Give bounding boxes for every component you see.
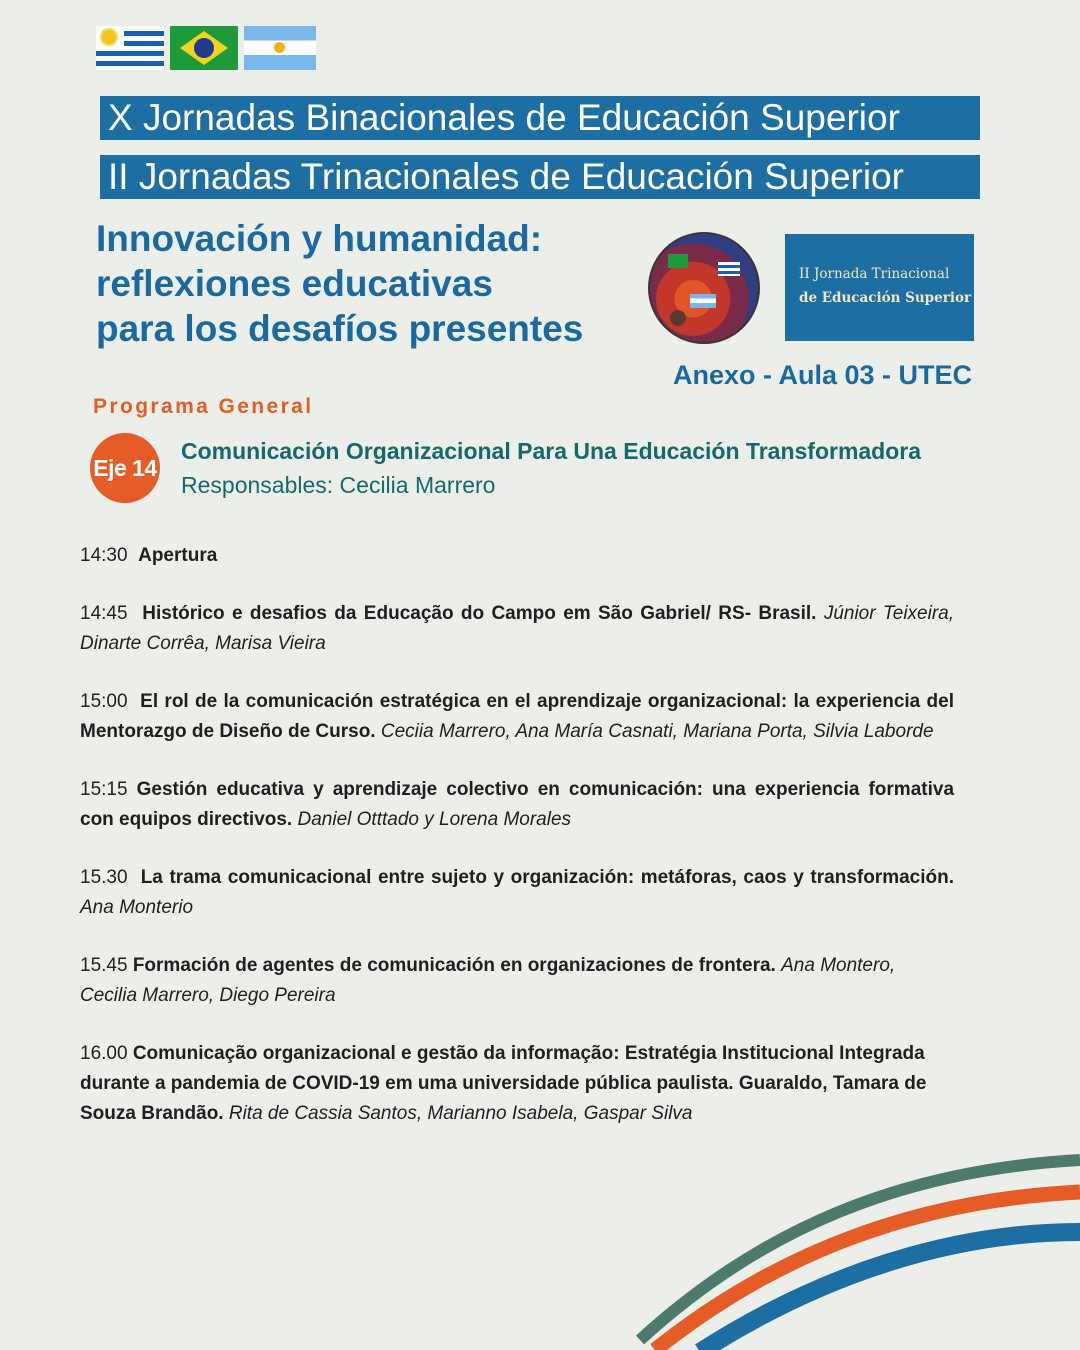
item-time: 15.45: [80, 955, 128, 976]
theme-line: reflexiones educativas: [96, 263, 493, 304]
logo-line: de Educación Superior: [799, 290, 972, 306]
logo-line: II Jornada Trinacional: [799, 266, 950, 282]
item-title: El rol de la comunicación estratégica en el aprendizaje organizacional: la experiencia del Mentorazgo de Diseño de Curso.: [80, 691, 954, 742]
item-time: 15:15: [80, 779, 128, 800]
eje-badge: Eje 14: [90, 433, 160, 503]
item-title: Comunicação organizacional e gestão da informação: Estratégia Institucional Integrada durante a pandemia de COVID-19 em uma universidade pública paulista. Guaraldo, Tamara de Souza Brandão.: [80, 1043, 927, 1124]
item-authors: Ana Montero, Cecilia Marrero, Diego Pereira: [80, 955, 896, 1006]
item-authors: Ceciia Marrero, Ana María Casnati, Mariana Porta, Silvia Laborde: [380, 721, 934, 742]
item-time: 14:45: [80, 603, 128, 624]
item-title: Formación de agentes de comunicación en organizaciones de frontera.: [132, 955, 776, 976]
banner-binacionales: X Jornadas Binacionales de Educación Superior: [100, 96, 980, 140]
item-time: 15.30: [80, 867, 128, 888]
theme-line: para los desafíos presentes: [96, 308, 584, 349]
item-time: 15:00: [80, 691, 128, 712]
item-authors: Daniel Otttado y Lorena Morales: [297, 809, 572, 830]
theme-line: Innovación y humanidad:: [96, 218, 543, 259]
item-authors: Júnior Teixeira, Dinarte Corrêa, Marisa Vieira: [80, 603, 955, 654]
location-label: Anexo - Aula 03 - UTEC: [672, 360, 972, 390]
banner-trinacionales: II Jornadas Trinacionales de Educación Superior: [100, 155, 980, 199]
item-time: 16.00: [80, 1043, 128, 1064]
item-title: La trama comunicacional entre sujeto y organización: metáforas, caos y transformación.: [140, 867, 954, 888]
eje-title: Comunicación Organizacional Para Una Educación Transformadora: [181, 438, 922, 464]
eje-responsables: Responsables: Cecilia Marrero: [181, 472, 496, 498]
item-title: Apertura: [138, 545, 218, 566]
item-time: 14:30: [80, 545, 128, 566]
item-title: Gestión educativa y aprendizaje colectivo en comunicación: una experiencia formativa con equipos directivos.: [80, 779, 955, 830]
programa-heading: Programa General: [93, 395, 314, 418]
item-title: Histórico e desafios da Educação do Campo em São Gabriel/ RS- Brasil.: [142, 603, 817, 624]
item-authors: Rita de Cassia Santos, Marianno Isabela, Gaspar Silva: [228, 1103, 693, 1124]
item-authors: Ana Monterio: [80, 897, 194, 918]
